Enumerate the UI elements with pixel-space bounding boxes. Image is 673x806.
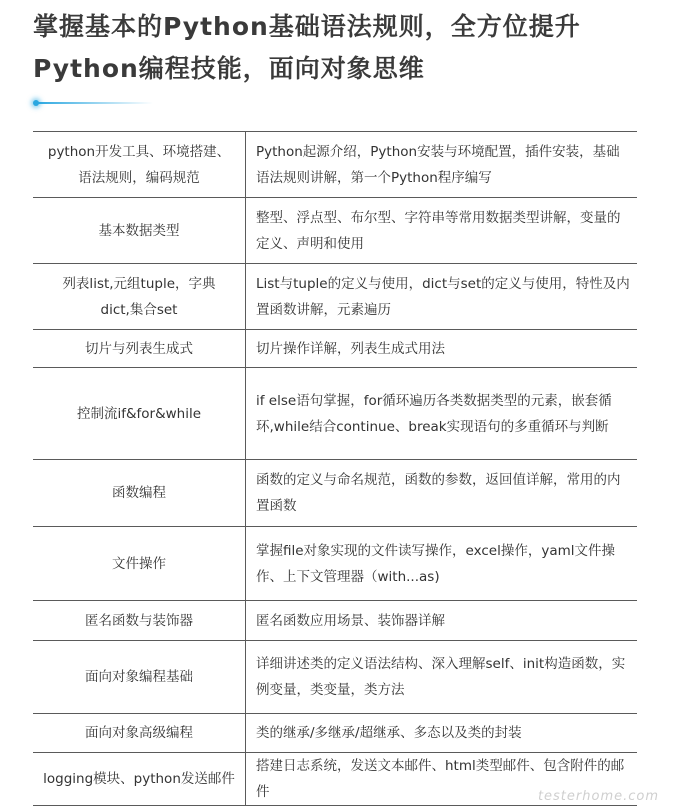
topic-cell: 文件操作 — [33, 527, 246, 601]
description-cell: 函数的定义与命名规范，函数的参数，返回值详解，常用的内置函数 — [246, 460, 638, 527]
table-row — [33, 132, 637, 198]
topic-cell: python开发工具、环境搭建、 语法规则，编码规范 — [33, 132, 246, 198]
table-row — [33, 264, 637, 330]
topic-cell: 匿名函数与装饰器 — [33, 601, 246, 641]
topic-cell: 函数编程 — [33, 460, 246, 527]
description-cell: 匿名函数应用场景、装饰器详解 — [246, 601, 638, 641]
description-cell: 掌握file对象实现的文件读写操作，excel操作，yaml文件操作、上下文管理器（with...as) — [246, 527, 638, 601]
watermark: testerhome.com — [537, 789, 659, 804]
description-cell: List与tuple的定义与使用，dict与set的定义与使用，特性及内置函数讲解，元素遍历 — [246, 264, 638, 330]
description-cell: if else语句掌握，for循环遍历各类数据类型的元素，嵌套循环,while结合continue、break实现语句的多重循环与判断 — [246, 368, 638, 460]
table-row — [33, 460, 637, 527]
table-row — [33, 601, 637, 641]
curriculum-table — [33, 131, 637, 806]
table-row — [33, 714, 637, 753]
heading-line-2: Python编程技能，面向对象思维 — [33, 54, 425, 83]
page-heading — [33, 6, 663, 90]
table-row — [33, 198, 637, 264]
heading-line-1: 掌握基本的Python基础语法规则，全方位提升 — [33, 12, 581, 41]
accent-divider — [33, 99, 153, 107]
topic-cell: 列表list,元组tuple，字典 dict,集合set — [33, 264, 246, 330]
table-row — [33, 641, 637, 714]
topic-cell: 基本数据类型 — [33, 198, 246, 264]
curriculum-table-body — [33, 132, 637, 806]
description-cell: 切片操作详解，列表生成式用法 — [246, 330, 638, 368]
topic-cell: 面向对象高级编程 — [33, 714, 246, 753]
table-row — [33, 527, 637, 601]
table-row — [33, 368, 637, 460]
description-cell: 类的继承/多继承/超继承、多态以及类的封装 — [246, 714, 638, 753]
accent-dot — [33, 100, 39, 106]
table-row — [33, 330, 637, 368]
description-cell: 整型、浮点型、布尔型、字符串等常用数据类型讲解，变量的定义、声明和使用 — [246, 198, 638, 264]
description-cell: Python起源介绍，Python安装与环境配置，插件安装，基础语法规则讲解，第一个Python程序编写 — [246, 132, 638, 198]
description-cell: 搭建日志系统，发送文本邮件、html类型邮件、包含附件的邮件 — [246, 753, 638, 806]
topic-cell: 切片与列表生成式 — [33, 330, 246, 368]
topic-cell: 控制流if&for&while — [33, 368, 246, 460]
accent-line — [36, 102, 153, 104]
description-cell: 详细讲述类的定义语法结构、深入理解self、init构造函数，实例变量，类变量，类方法 — [246, 641, 638, 714]
topic-cell: logging模块、python发送邮件 — [33, 753, 246, 806]
topic-cell: 面向对象编程基础 — [33, 641, 246, 714]
